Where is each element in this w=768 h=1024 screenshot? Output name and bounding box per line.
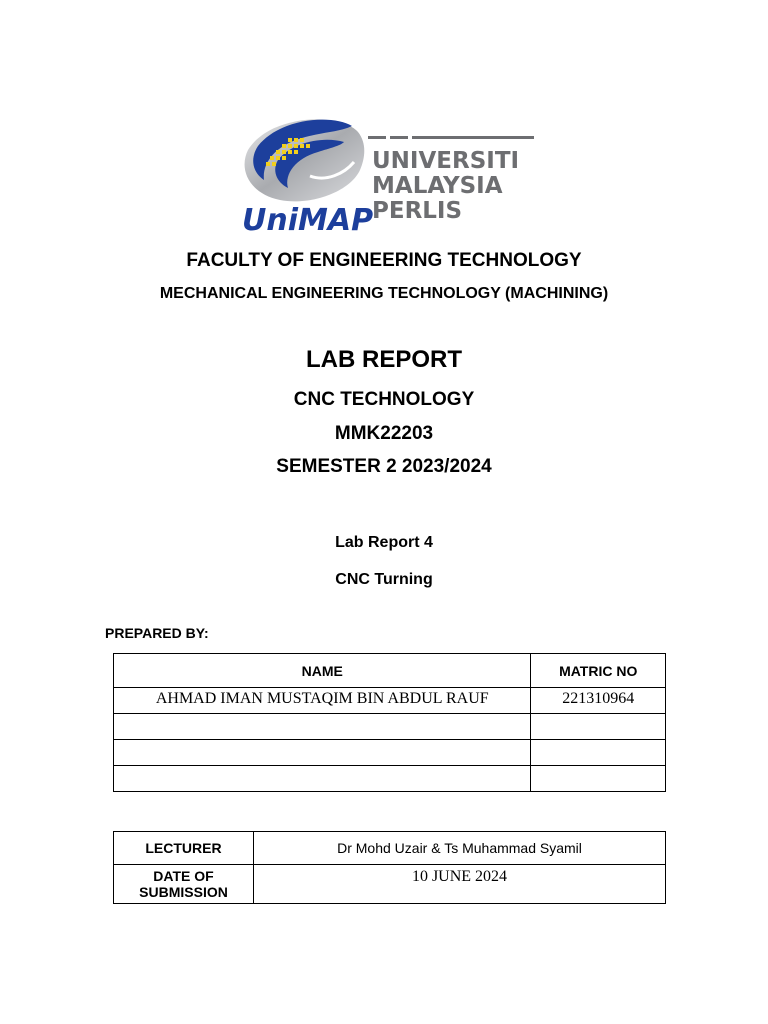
course-name: CNC TECHNOLOGY bbox=[293, 389, 475, 410]
date-label-line2: SUBMISSION bbox=[139, 884, 228, 900]
prepared-by-label: PREPARED BY: bbox=[105, 625, 209, 641]
name-header: NAME bbox=[114, 654, 531, 688]
students-header-row bbox=[114, 654, 666, 688]
date-label bbox=[114, 865, 254, 904]
report-title: LAB REPORT bbox=[306, 346, 462, 373]
lecturer-value: Dr Mohd Uzair & Ts Muhammad Syamil bbox=[254, 832, 666, 865]
svg-text:MALAYSIA: MALAYSIA bbox=[372, 173, 503, 199]
matric-header: MATRIC NO bbox=[531, 654, 666, 688]
student-name-cell bbox=[114, 766, 531, 792]
submission-date-value: 10 JUNE 2024 bbox=[254, 865, 666, 904]
faculty-name: FACULTY OF ENGINEERING TECHNOLOGY bbox=[186, 250, 582, 271]
lecturer-label: LECTURER bbox=[114, 832, 254, 865]
date-row bbox=[114, 865, 666, 904]
student-name-cell bbox=[114, 740, 531, 766]
lab-report-number: Lab Report 4 bbox=[335, 534, 433, 551]
semester: SEMESTER 2 2023/2024 bbox=[276, 456, 492, 477]
student-name-cell bbox=[114, 714, 531, 740]
unimap-wordmark: UniMAP bbox=[242, 203, 374, 236]
table-row bbox=[114, 714, 666, 740]
matric-no-cell bbox=[531, 714, 666, 740]
submission-info-table bbox=[113, 831, 666, 904]
globe-emblem bbox=[245, 119, 365, 201]
program-name: MECHANICAL ENGINEERING TECHNOLOGY (MACHINING) bbox=[159, 285, 609, 302]
svg-text:UNIVERSITI: UNIVERSITI bbox=[372, 148, 520, 174]
unimap-logo bbox=[240, 112, 540, 236]
course-code: MMK22203 bbox=[334, 423, 434, 444]
table-row bbox=[114, 766, 666, 792]
matric-no-cell: 221310964 bbox=[531, 688, 666, 714]
logo-stripes bbox=[368, 136, 534, 139]
university-name bbox=[372, 148, 519, 224]
matric-no-cell bbox=[531, 766, 666, 792]
lab-report-topic: CNC Turning bbox=[335, 571, 433, 588]
matric-no-cell bbox=[531, 740, 666, 766]
students-table bbox=[113, 653, 666, 792]
student-name-cell: AHMAD IMAN MUSTAQIM BIN ABDUL RAUF bbox=[114, 688, 531, 714]
svg-text:PERLIS: PERLIS bbox=[372, 198, 463, 224]
lecturer-row bbox=[114, 832, 666, 865]
table-row bbox=[114, 740, 666, 766]
date-label-line1: DATE OF bbox=[153, 868, 214, 884]
table-row bbox=[114, 688, 666, 714]
